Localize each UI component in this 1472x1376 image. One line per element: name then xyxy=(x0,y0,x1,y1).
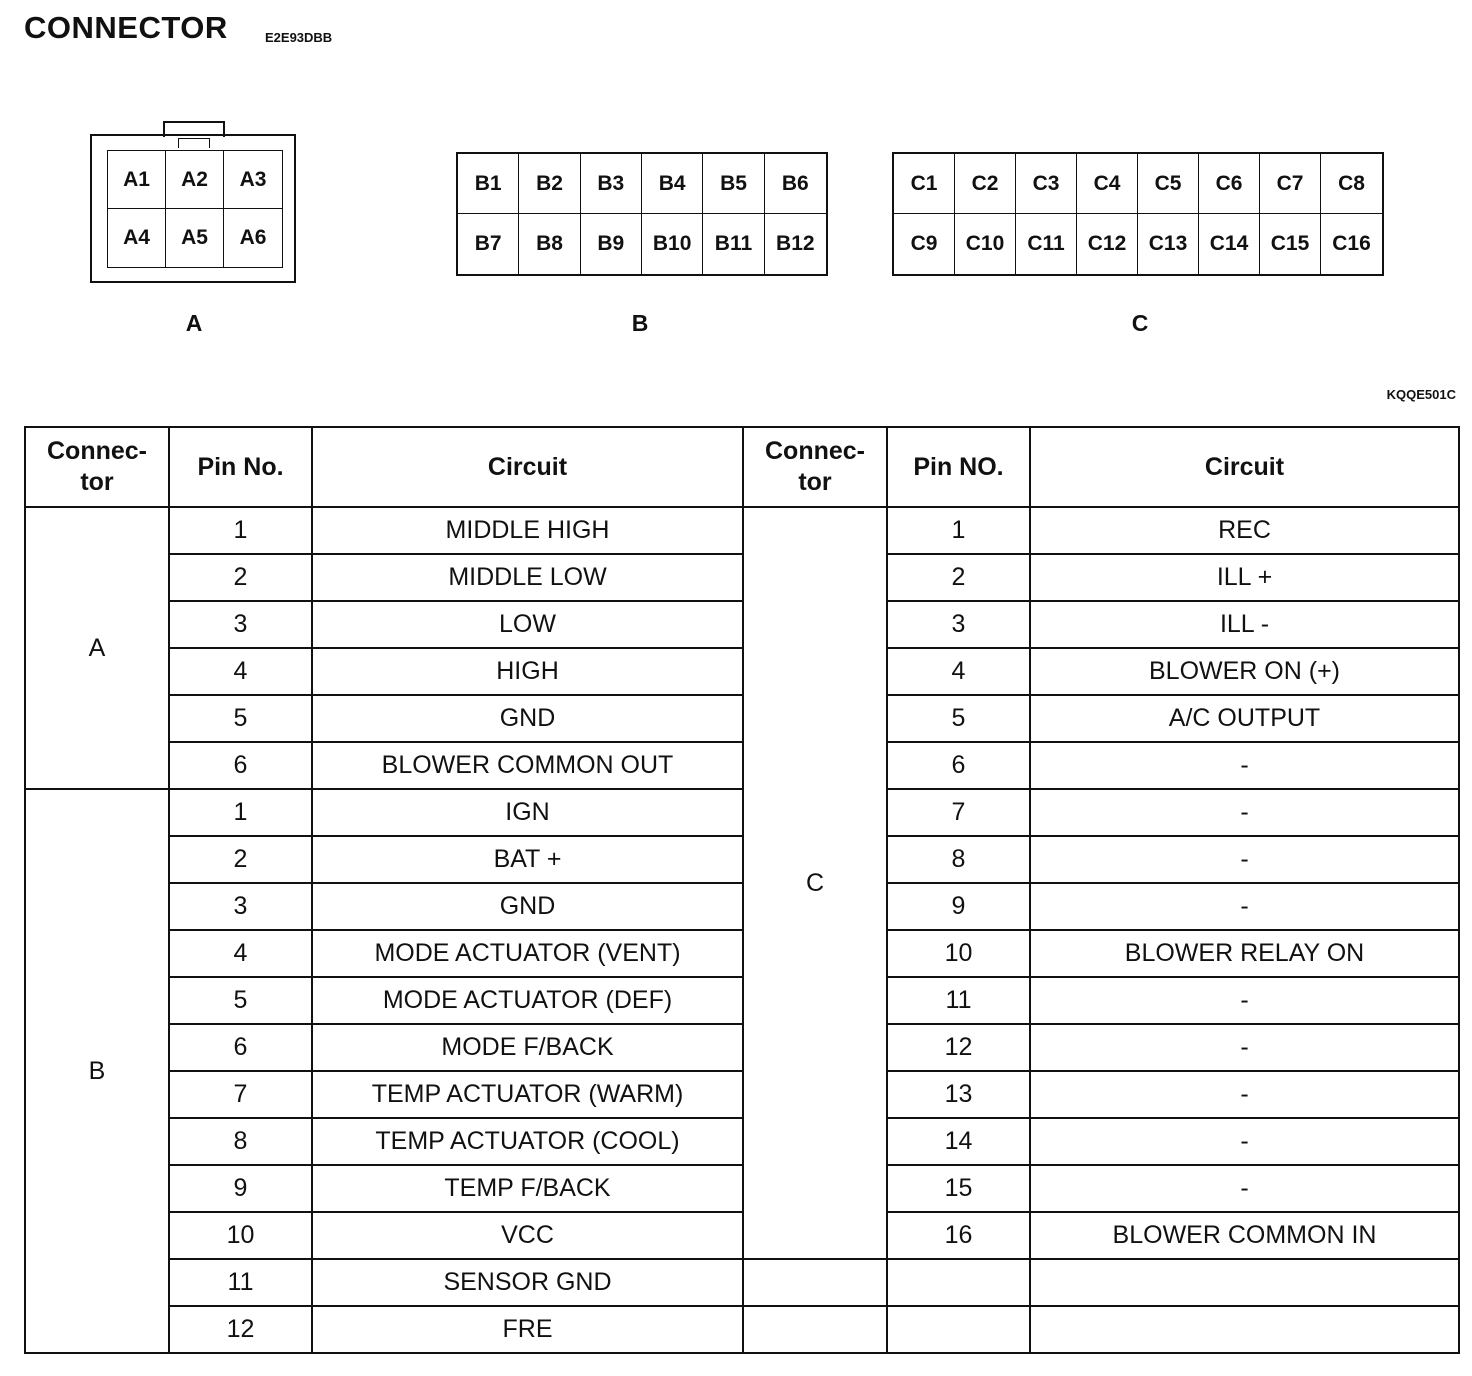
connector-pin-c1: C1 xyxy=(894,154,955,214)
table-row xyxy=(25,883,1459,930)
table-header-row xyxy=(25,427,1459,507)
circuit-name: FRE xyxy=(312,1306,743,1353)
pin-number: 12 xyxy=(887,1024,1030,1071)
pin-number: 7 xyxy=(887,789,1030,836)
figure-code: KQQE501C xyxy=(1386,387,1456,402)
connector-pin-c5: C5 xyxy=(1138,154,1199,214)
connector-pin-c8: C8 xyxy=(1321,154,1382,214)
circuit-name: GND xyxy=(312,695,743,742)
pin-number: 5 xyxy=(169,977,312,1024)
connector-pin-b3: B3 xyxy=(581,154,642,214)
circuit-name: LOW xyxy=(312,601,743,648)
connector-pin-a1: A1 xyxy=(108,151,166,209)
header-circuit-right: Circuit xyxy=(1030,427,1459,507)
connector-pin-c4: C4 xyxy=(1077,154,1138,214)
circuit-name: - xyxy=(1030,977,1459,1024)
table-row xyxy=(25,930,1459,977)
table-row xyxy=(25,977,1459,1024)
connector-pin-c12: C12 xyxy=(1077,214,1138,274)
connector-pin-b8: B8 xyxy=(519,214,580,274)
connector-pin-b2: B2 xyxy=(519,154,580,214)
table-row xyxy=(25,1118,1459,1165)
connector-a-label: A xyxy=(185,310,203,336)
pin-number: 5 xyxy=(169,695,312,742)
connector-pin-b9: B9 xyxy=(581,214,642,274)
connector-pin-c11: C11 xyxy=(1016,214,1077,274)
header-pin-no-right: Pin NO. xyxy=(887,427,1030,507)
pin-number: 1 xyxy=(169,507,312,554)
connector-pin-c3: C3 xyxy=(1016,154,1077,214)
circuit-name: A/C OUTPUT xyxy=(1030,695,1459,742)
table-row xyxy=(25,648,1459,695)
pin-number: 3 xyxy=(169,883,312,930)
pin-number: 2 xyxy=(887,554,1030,601)
circuit-name: - xyxy=(1030,1165,1459,1212)
connector-pin-a6: A6 xyxy=(239,226,267,249)
connector-pin-b11: B11 xyxy=(703,214,764,274)
pin-number: 16 xyxy=(887,1212,1030,1259)
header-connector-text: Connec- tor xyxy=(765,437,865,496)
table-row xyxy=(25,507,1459,554)
pin-number: 14 xyxy=(887,1118,1030,1165)
circuit-name: SENSOR GND xyxy=(312,1259,743,1306)
circuit-name: TEMP ACTUATOR (WARM) xyxy=(312,1071,743,1118)
header-circuit-left: Circuit xyxy=(312,427,743,507)
circuit-name: IGN xyxy=(312,789,743,836)
circuit-name: - xyxy=(1030,883,1459,930)
empty-cell xyxy=(887,1306,1030,1353)
pin-number: 4 xyxy=(169,930,312,977)
circuit-name: - xyxy=(1030,1071,1459,1118)
circuit-name: BLOWER COMMON OUT xyxy=(312,742,743,789)
table-row xyxy=(25,1165,1459,1212)
pin-number: 15 xyxy=(887,1165,1030,1212)
connector-pin-b1: B1 xyxy=(458,154,519,214)
circuit-name: MODE F/BACK xyxy=(312,1024,743,1071)
pin-number: 8 xyxy=(169,1118,312,1165)
pin-number: 11 xyxy=(887,977,1030,1024)
table-row xyxy=(25,1212,1459,1259)
connector-pin-c15: C15 xyxy=(1260,214,1321,274)
pin-number: 9 xyxy=(169,1165,312,1212)
circuit-name: - xyxy=(1030,742,1459,789)
table-row xyxy=(25,1024,1459,1071)
pin-number: 9 xyxy=(887,883,1030,930)
header-connector-right xyxy=(743,427,887,507)
pin-number: 5 xyxy=(887,695,1030,742)
circuit-name: BLOWER RELAY ON xyxy=(1030,930,1459,977)
table-row xyxy=(25,1259,1459,1306)
circuit-name: ILL - xyxy=(1030,601,1459,648)
circuit-name: MODE ACTUATOR (DEF) xyxy=(312,977,743,1024)
table-row xyxy=(25,836,1459,883)
table-row xyxy=(25,1306,1459,1353)
table-row xyxy=(25,1071,1459,1118)
pin-number: 6 xyxy=(169,742,312,789)
connector-pin-c7: C7 xyxy=(1260,154,1321,214)
connector-group-b: B xyxy=(25,789,169,1353)
header-pin-no-left: Pin No. xyxy=(169,427,312,507)
header-connector-left xyxy=(25,427,169,507)
document-code: E2E93DBB xyxy=(265,30,333,45)
pin-number: 7 xyxy=(169,1071,312,1118)
circuit-name: HIGH xyxy=(312,648,743,695)
circuit-name: - xyxy=(1030,789,1459,836)
connector-pin-a2: A2 xyxy=(166,151,224,209)
connector-pin-c2: C2 xyxy=(955,154,1016,214)
circuit-name: GND xyxy=(312,883,743,930)
empty-cell xyxy=(887,1259,1030,1306)
pin-table xyxy=(24,426,1460,1354)
pin-number: 3 xyxy=(169,601,312,648)
circuit-name: MODE ACTUATOR (VENT) xyxy=(312,930,743,977)
circuit-name: MIDDLE HIGH xyxy=(312,507,743,554)
pin-number: 8 xyxy=(887,836,1030,883)
circuit-name: MIDDLE LOW xyxy=(312,554,743,601)
circuit-name: VCC xyxy=(312,1212,743,1259)
connector-a-pin-grid xyxy=(107,150,283,268)
connector-pin-b6: B6 xyxy=(765,154,826,214)
connector-pin-c16: C16 xyxy=(1332,232,1371,255)
connector-a-latch-inner xyxy=(178,138,210,148)
connector-pin-b5: B5 xyxy=(703,154,764,214)
empty-cell xyxy=(743,1306,887,1353)
circuit-name: BAT + xyxy=(312,836,743,883)
circuit-name: ILL + xyxy=(1030,554,1459,601)
empty-cell xyxy=(1030,1259,1459,1306)
connector-b-pin-grid xyxy=(456,152,828,276)
empty-cell xyxy=(743,1259,887,1306)
circuit-name: - xyxy=(1030,836,1459,883)
connector-pin-a4: A4 xyxy=(108,209,166,267)
pin-number: 11 xyxy=(169,1259,312,1306)
connector-pin-b12: B12 xyxy=(776,232,815,255)
connector-pin-c10: C10 xyxy=(955,214,1016,274)
circuit-name: TEMP F/BACK xyxy=(312,1165,743,1212)
connector-pin-c6: C6 xyxy=(1199,154,1260,214)
empty-cell xyxy=(1030,1306,1459,1353)
connector-pin-a5: A5 xyxy=(166,209,224,267)
connector-group-c: C xyxy=(743,507,887,1259)
circuit-name: - xyxy=(1030,1118,1459,1165)
pin-number: 4 xyxy=(169,648,312,695)
connector-group-a: A xyxy=(25,507,169,789)
table-row xyxy=(25,742,1459,789)
connector-pin-b7: B7 xyxy=(458,214,519,274)
pin-number: 2 xyxy=(169,554,312,601)
connector-pin-c9: C9 xyxy=(894,214,955,274)
connector-pin-a3: A3 xyxy=(224,151,282,209)
pin-number: 2 xyxy=(169,836,312,883)
circuit-name: TEMP ACTUATOR (COOL) xyxy=(312,1118,743,1165)
table-row xyxy=(25,789,1459,836)
circuit-name: BLOWER COMMON IN xyxy=(1030,1212,1459,1259)
pin-number: 6 xyxy=(169,1024,312,1071)
connector-c-label: C xyxy=(1131,310,1149,336)
circuit-name: REC xyxy=(1030,507,1459,554)
pin-number: 1 xyxy=(169,789,312,836)
pin-number: 10 xyxy=(887,930,1030,977)
pin-number: 10 xyxy=(169,1212,312,1259)
circuit-name: BLOWER ON (+) xyxy=(1030,648,1459,695)
circuit-name: - xyxy=(1030,1024,1459,1071)
connector-c-pin-grid xyxy=(892,152,1384,276)
pin-number: 3 xyxy=(887,601,1030,648)
table-row xyxy=(25,554,1459,601)
table-row xyxy=(25,695,1459,742)
header-connector-text: Connec- tor xyxy=(47,437,147,496)
pin-number: 6 xyxy=(887,742,1030,789)
connector-pin-b4: B4 xyxy=(642,154,703,214)
pin-number: 13 xyxy=(887,1071,1030,1118)
connector-pin-c13: C13 xyxy=(1138,214,1199,274)
connector-pin-b10: B10 xyxy=(642,214,703,274)
connector-b-label: B xyxy=(631,310,649,336)
pin-number: 1 xyxy=(887,507,1030,554)
page-title: CONNECTOR xyxy=(24,10,228,45)
pin-number: 4 xyxy=(887,648,1030,695)
pin-number: 12 xyxy=(169,1306,312,1353)
table-row xyxy=(25,601,1459,648)
connector-pin-c14: C14 xyxy=(1199,214,1260,274)
